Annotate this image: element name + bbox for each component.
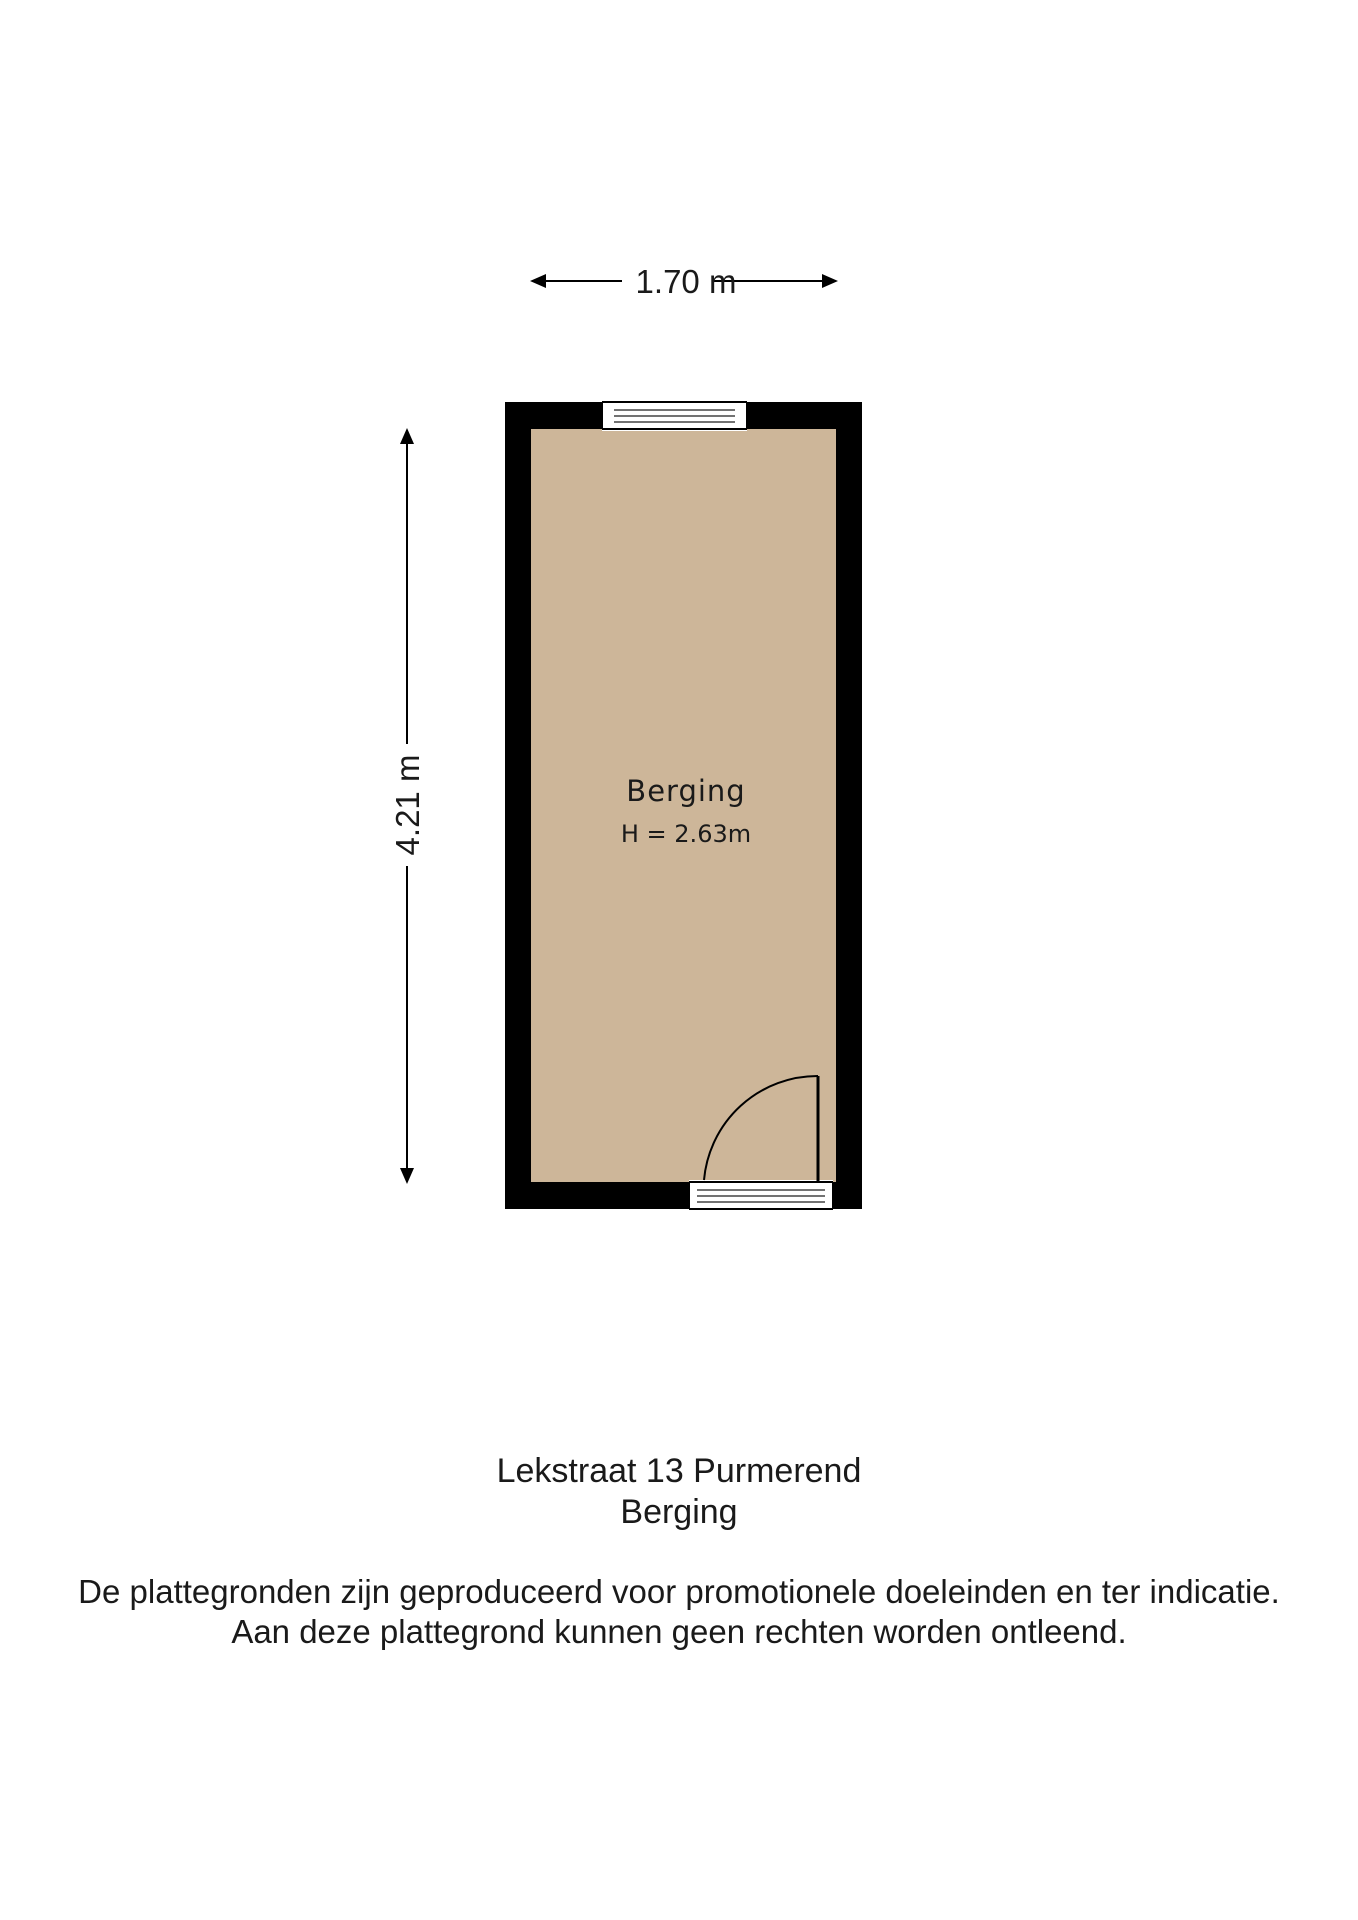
width-arrow-left-icon xyxy=(530,274,546,288)
room-name: Berging xyxy=(626,774,746,808)
door-opening-bottom xyxy=(689,1180,833,1211)
window-top xyxy=(602,400,747,431)
disclaimer-line-2: Aan deze plattegrond kunnen geen rechten worden ontleend. xyxy=(231,1613,1127,1650)
width-arrow-right-icon xyxy=(822,274,838,288)
height-dimension xyxy=(389,428,426,1184)
caption-floor: Berging xyxy=(620,1493,738,1531)
width-label: 1.70 m xyxy=(635,263,737,300)
height-arrow-up-icon xyxy=(400,428,414,444)
room-ceiling-height: H = 2.63m xyxy=(620,820,752,848)
height-arrow-down-icon xyxy=(400,1168,414,1184)
disclaimer-line-1: De plattegronden zijn geproduceerd voor promotionele doeleinden en ter indicatie. xyxy=(78,1573,1280,1610)
width-dimension xyxy=(530,263,838,300)
caption-address: Lekstraat 13 Purmerend xyxy=(496,1452,862,1490)
height-label: 4.21 m xyxy=(389,754,426,856)
